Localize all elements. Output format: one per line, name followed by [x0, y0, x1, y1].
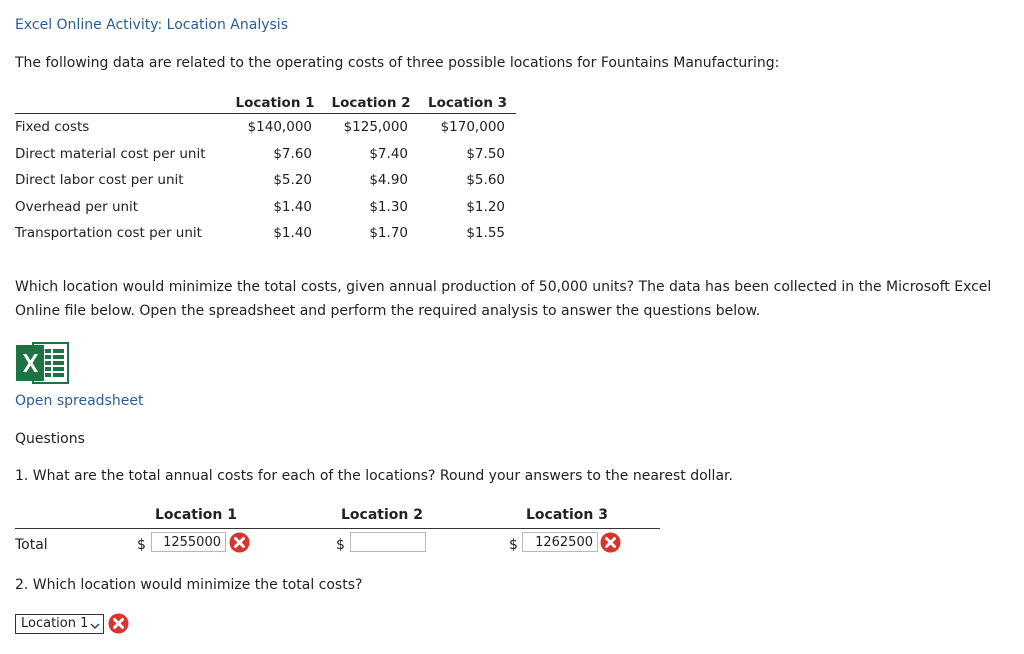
row-label: Fixed costs — [15, 119, 90, 136]
cell-location-2: $125,000 — [343, 119, 408, 136]
total-location-3-input[interactable] — [522, 532, 598, 552]
cost-table-header-blank — [15, 93, 227, 114]
currency-symbol: $ — [336, 537, 345, 553]
cell-location-2: $1.30 — [369, 198, 408, 215]
answer-header-rule — [15, 528, 660, 529]
table-row — [15, 167, 516, 194]
currency-symbol: $ — [137, 537, 146, 553]
total-location-2-input[interactable] — [350, 532, 426, 552]
cell-location-1: $5.20 — [273, 172, 312, 189]
cell-location-3: $1.55 — [466, 225, 505, 242]
row-label: Transportation cost per unit — [15, 225, 202, 242]
incorrect-x-icon — [600, 532, 621, 553]
cost-table-header-row — [15, 93, 516, 114]
total-location-1-input[interactable] — [151, 532, 226, 552]
cell-location-3: $7.50 — [466, 145, 505, 162]
total-row-label: Total — [15, 537, 48, 553]
cell-location-3: $170,000 — [440, 119, 505, 136]
currency-symbol: $ — [509, 537, 518, 553]
answer-header-location-2: Location 2 — [341, 507, 423, 523]
excel-icon[interactable] — [15, 340, 69, 386]
cost-table-header-location-3: Location 3 — [419, 93, 516, 114]
page-title: Excel Online Activity: Location Analysis — [15, 17, 288, 33]
row-label: Direct material cost per unit — [15, 145, 206, 162]
incorrect-x-icon — [108, 613, 129, 634]
instructions-paragraph: Which location would minimize the total costs, given annual production of 50,000 units? The data has been collected in the Microsoft Excel Online file below. Open the spreadsheet and perform the required analysis to answer the questions below. — [15, 279, 992, 319]
cell-location-1: $1.40 — [273, 198, 312, 215]
cell-location-3: $1.20 — [466, 198, 505, 215]
row-label: Overhead per unit — [15, 198, 139, 215]
cost-table-header-location-2: Location 2 — [323, 93, 419, 114]
cost-table — [15, 93, 516, 247]
open-spreadsheet-link[interactable]: Open spreadsheet — [15, 393, 144, 409]
cell-location-2: $1.70 — [369, 225, 408, 242]
cell-location-1: $1.40 — [273, 225, 312, 242]
answer-header-location-1: Location 1 — [155, 507, 237, 523]
table-row — [15, 194, 516, 221]
table-row — [15, 220, 516, 247]
cost-table-header-location-1: Location 1 — [227, 93, 323, 114]
chevron-down-icon — [90, 619, 100, 629]
cell-location-1: $7.60 — [273, 145, 312, 162]
table-row — [15, 114, 516, 141]
cell-location-2: $7.40 — [369, 145, 408, 162]
cell-location-1: $140,000 — [247, 119, 312, 136]
questions-heading: Questions — [15, 431, 85, 447]
row-label: Direct labor cost per unit — [15, 172, 184, 189]
location-select[interactable] — [15, 614, 104, 634]
intro-text: The following data are related to the operating costs of three possible locations for Fountains Manufacturing: — [15, 55, 780, 71]
table-row — [15, 141, 516, 168]
cell-location-3: $5.60 — [466, 172, 505, 189]
cell-location-2: $4.90 — [369, 172, 408, 189]
question-1-text: 1. What are the total annual costs for each of the locations? Round your answers to the nearest dollar. — [15, 468, 733, 484]
incorrect-x-icon — [229, 532, 250, 553]
answer-header-location-3: Location 3 — [526, 507, 608, 523]
question-2-text: 2. Which location would minimize the total costs? — [15, 577, 363, 593]
location-select-value: Location 1 — [21, 616, 89, 631]
